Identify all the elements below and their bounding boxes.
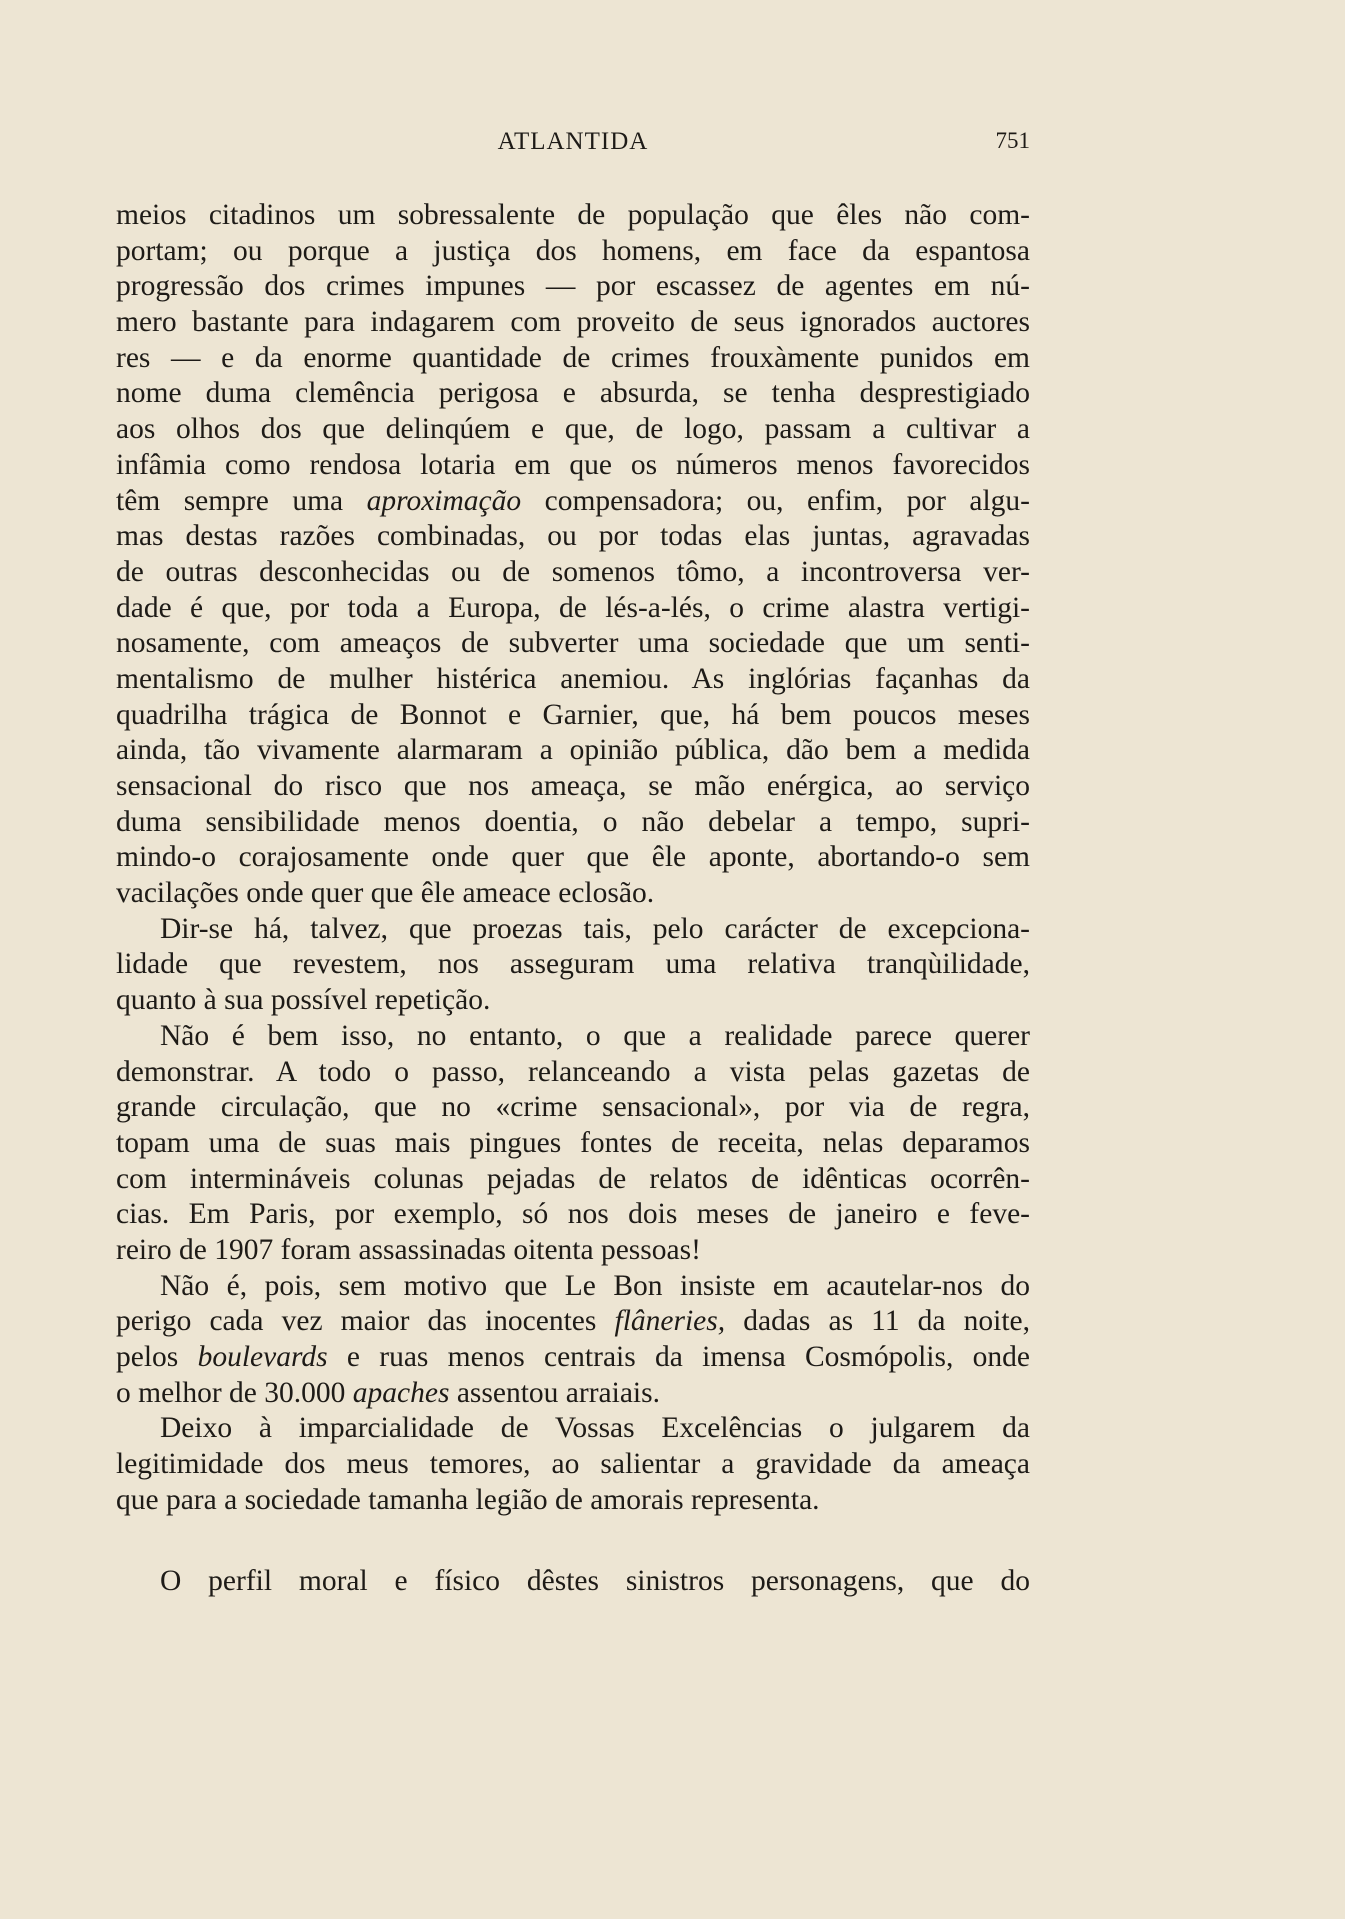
text-line: sensacional do risco que nos ameaça, se mão enérgica, ao serviço	[116, 770, 1030, 802]
text-line: cias. Em Paris, por exemplo, só nos dois meses de janeiro e feve-	[116, 1198, 1030, 1231]
italic-term: aproximação	[366, 484, 522, 517]
text-line: reiro de 1907 foram assassinadas oitenta pessoas!	[116, 1233, 701, 1266]
text-line: de outras desconhecidas ou de somenos tômo, a incontroversa ver-	[116, 555, 1030, 588]
text-run: Não é, pois, sem motivo que Le Bon insiste em acautelar-nos do	[160, 1269, 1030, 1302]
section-gap	[116, 1518, 1030, 1564]
text-line: res — e da enorme quantidade de crimes frouxàmente punidos em	[116, 341, 1030, 374]
page-header	[116, 128, 1030, 168]
text-line: progressão dos crimes impunes — por escassez de agentes em nú-	[116, 270, 1030, 303]
text-line: ainda, tão vivamente alarmaram a opinião pública, dão bem a medida	[116, 734, 1030, 767]
text-run: compensadora; ou, enfim, por algu-	[521, 484, 1030, 517]
text-line: que para a sociedade tamanha legião de amorais representa.	[116, 1483, 820, 1516]
text-line: mas destas razões combinadas, ou por todas elas juntas, agravadas	[116, 520, 1030, 553]
text-line: legitimidade dos meus temores, ao salientar a gravidade da ameaça	[116, 1448, 1030, 1481]
text-line: vacilações onde quer que êle ameace eclosão.	[116, 877, 655, 910]
text-line	[116, 1340, 1030, 1376]
text-run: o melhor de 30.000	[116, 1376, 353, 1409]
text-line: nome duma clemência perigosa e absurda, se tenha desprestigiado	[116, 377, 1030, 410]
text-run: perigo cada vez maior das inocentes	[116, 1305, 615, 1338]
text-line: O perfil moral e físico dêstes sinistros personagens, que do	[160, 1565, 1030, 1598]
text-line	[116, 1304, 1030, 1340]
text-run: dadas as 11 da noite,	[725, 1305, 1030, 1338]
text-run: e ruas menos centrais da imensa Cosmópolis, onde	[327, 1341, 1030, 1373]
text-run: pelos	[116, 1341, 198, 1373]
text-line: meios citadinos um sobressalente de população que êles não com-	[116, 199, 1030, 231]
italic-term: apaches	[352, 1376, 450, 1409]
text-line: aos olhos dos que delinqúem e que, de logo, passam a cultivar a	[116, 413, 1030, 446]
italic-term: boulevards	[197, 1341, 328, 1373]
text-line: duma sensibilidade menos doentia, o não debelar a tempo, supri-	[116, 805, 1030, 838]
text-run: têm sempre uma	[116, 484, 367, 517]
text-line: mindo-o corajosamente onde quer que êle aponte, abortando-o sem	[116, 841, 1030, 874]
page-number: 751	[995, 128, 1030, 153]
italic-term: flâneries,	[614, 1305, 726, 1338]
text-line: mero bastante para indagarem com proveito de seus ignorados auctores	[116, 306, 1030, 339]
text-line: demonstrar. A todo o passo, relanceando a vista pelas gazetas de	[116, 1055, 1030, 1088]
text-line: portam; ou porque a justiça dos homens, em face da espantosa	[116, 234, 1030, 267]
text-line: Dir-se há, talvez, que proezas tais, pelo carácter de excepciona-	[160, 912, 1030, 945]
text-line	[116, 1269, 1030, 1305]
text-line: quadrilha trágica de Bonnot e Garnier, que, há bem poucos meses	[116, 698, 1030, 731]
text-line: topam uma de suas mais pingues fontes de receita, nelas deparamos	[116, 1126, 1030, 1159]
text-run: assentou arraiais.	[449, 1376, 660, 1409]
body-text	[116, 198, 1030, 1600]
text-line: com intermináveis colunas pejadas de relatos de idênticas ocorrên-	[116, 1162, 1030, 1195]
running-title: ATLANTIDA	[497, 128, 649, 155]
text-line: lidade que revestem, nos asseguram uma relativa tranqùilidade,	[116, 948, 1030, 981]
text-line: nosamente, com ameaços de subverter uma sociedade que um senti-	[116, 627, 1030, 660]
text-line	[116, 484, 1030, 520]
text-line: Deixo à imparcialidade de Vossas Excelências o julgarem da	[160, 1412, 1030, 1445]
text-line: dade é que, por toda a Europa, de lés-a-lés, o crime alastra vertigi-	[116, 591, 1030, 624]
text-line: mentalismo de mulher histérica anemiou. As inglórias façanhas da	[116, 662, 1030, 695]
text-line: infâmia como rendosa lotaria em que os números menos favorecidos	[116, 448, 1030, 481]
text-line	[116, 1376, 1030, 1412]
text-line: quanto à sua possível repetição.	[116, 984, 491, 1017]
text-line: Não é bem isso, no entanto, o que a realidade parece querer	[160, 1019, 1030, 1052]
text-line: grande circulação, que no «crime sensacional», por via de regra,	[116, 1091, 1030, 1124]
